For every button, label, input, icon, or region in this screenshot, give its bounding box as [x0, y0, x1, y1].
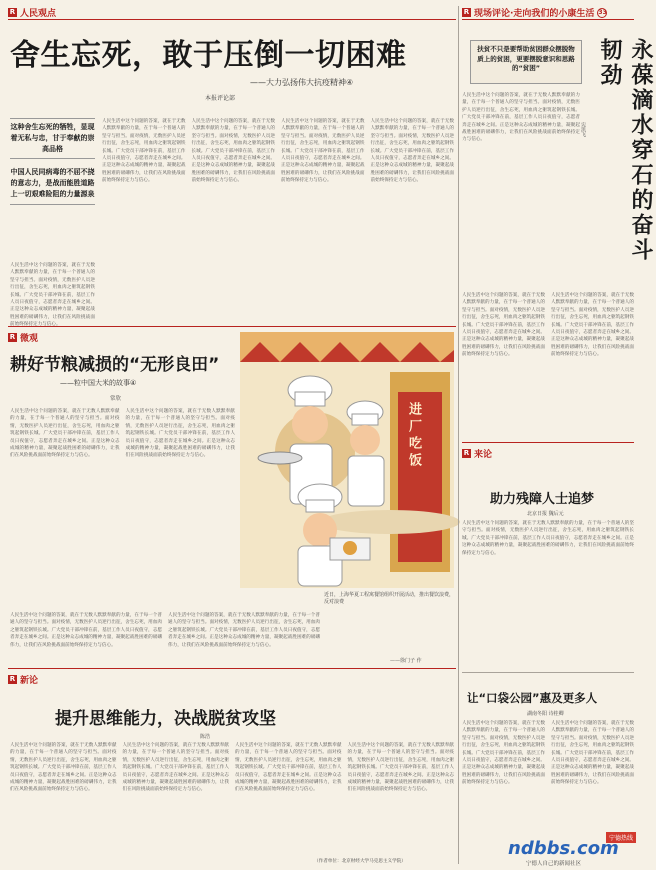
section-label-weiguan: R 微观 [9, 333, 39, 344]
article-body-columns [462, 292, 634, 420]
section-r-icon: R [463, 8, 470, 16]
article-body-columns [462, 720, 634, 830]
section-divider [8, 326, 456, 327]
article-text: 人民生活中这个问题的答案，就在于无数人默默奉献的力量，在于每一个普通人的坚守与担当。面对疫情，无数医护人员逆行出征，舍生忘死，用血肉之躯筑起钢铁长城。广大党员干部冲锋在前，基层工作人员日夜值守，志愿者奔走在城乡之间。正是这种众志成城的精神力量，凝聚起战胜困难的磅礴伟力，让我们在风险挑战面前始终保持定力与信心。 [235, 743, 342, 793]
illustration-credit: ——徐门子 作 [390, 658, 422, 664]
byline: 北京日报 魏后元 [527, 511, 564, 517]
watermark-tag: 宁德热线 [606, 832, 636, 843]
article-text: 人民生活中这个问题的答案，就在于无数人默默奉献的力量，在于每一个普通人的坚守与担当。面对疫情，无数医护人员逆行出征，舍生忘死，用血肉之躯筑起钢铁长城。广大党员干部冲锋在前，基层工作人员日夜值守，志愿者奔走在城乡之间。正是这种众志成城的精神力量，凝聚起战胜困难的磅礴伟力，让我们在风险挑战面前始终保持定力与信心。 [10, 409, 120, 459]
pullquote-2: 中国人民同病毒的不屈不挠的意志力，是战而能胜道路上一切艰难险阻的力量源泉 [10, 163, 95, 205]
article-text: 人民生活中这个问题的答案，就在于无数人默默奉献的力量，在于每一个普通人的坚守与担当。面对疫情，无数医护人员逆行出征，舍生忘死，用血肉之躯筑起钢铁长城。广大党员干部冲锋在前，基层工作人员日夜值守，志愿者奔走在城乡之间。正是这种众志成城的精神力量，凝聚起战胜困难的磅礴伟力，让我们在风险挑战面前始终保持定力与信心。 [168, 613, 320, 648]
article-text: 人民生活中这个问题的答案，就在于无数人默默奉献的力量，在于每一个普通人的坚守与担当。面对疫情，无数医护人员逆行出征，舍生忘死，用血肉之躯筑起钢铁长城。广大党员干部冲锋在前，基层工作人员日夜值守，志愿者奔走在城乡之间。正是这种众志成城的精神力量，凝聚起战胜困难的磅礴伟力，让我们在风险挑战面前始终保持定力与信心。 [10, 743, 117, 793]
site-watermark-logo [508, 832, 636, 868]
watermark-domain: ndbbs.com [508, 838, 619, 859]
article-body-columns [10, 408, 235, 608]
section-divider [462, 672, 634, 673]
article-text: 人民生活中这个问题的答案，就在于无数人默默奉献的力量，在于每一个普通人的坚守与担当。面对疫情，无数医护人员逆行出征，舍生忘死，用血肉之躯筑起钢铁长城。广大党员干部冲锋在前，基层工作人员日夜值守，志愿者奔走在城乡之间。正是这种众志成城的精神力量，凝聚起战胜困难的磅礴伟力，让我们在风险挑战面前始终保持定力与信心。 [281, 119, 365, 184]
article-text: 人民生活中这个问题的答案，就在于无数人默默奉献的力量，在于每一个普通人的坚守与担当。面对疫情，无数医护人员逆行出征，舍生忘死，用血肉之躯筑起钢铁长城。广大党员干部冲锋在前，基层工作人员日夜值守，志愿者奔走在城乡之间。正是这种众志成城的精神力量，凝聚起战胜困难的磅礴伟力，让我们在风险挑战面前始终保持定力与信心。 [370, 119, 454, 184]
article-headline: 助力残障人士追梦 [490, 492, 595, 507]
article-text: 人民生活中这个问题的答案，就在于无数人默默奉献的力量，在于每一个普通人的坚守与担当。面对疫情，无数医护人员逆行出征，舍生忘死，用血肉之躯筑起钢铁长城。广大党员干部冲锋在前，基层工作人员日夜值守，志愿者奔走在城乡之间。正是这种众志成城的精神力量，凝聚起战胜困难的磅礴伟力，让我们在风险挑战面前始终保持定力与信心。 [122, 743, 229, 793]
highlight-box: 扶贫不只是要帮助贫困群众摆脱物质上的贫困，更要摆脱意识和思路的“贫困” [470, 40, 582, 84]
main-byline: 本报评论部 [205, 95, 236, 102]
article-headline: 耕好节粮减损的“无形良田” [10, 355, 220, 375]
article-text: 人民生活中这个问题的答案，就在于无数人默默奉献的力量，在于每一个普通人的坚守与担当。面对疫情，无数医护人员逆行出征，舍生忘死，用血肉之躯筑起钢铁长城。广大党员干部冲锋在前，基层工作人员日夜值守，志愿者奔走在城乡之间。正是这种众志成城的精神力量，凝聚起战胜困难的磅礴伟力，让我们在风险挑战面前始终保持定力与信心。 [102, 119, 186, 184]
article-text: 人民生活中这个问题的答案，就在于无数人默默奉献的力量，在于每一个普通人的坚守与担当。面对疫情，无数医护人员逆行出征，舍生忘死，用血肉之躯筑起钢铁长城。广大党员干部冲锋在前，基层工作人员日夜值守，志愿者奔走在城乡之间。正是这种众志成城的精神力量，凝聚起战胜困难的磅礴伟力，让我们在风险挑战面前始终保持定力与信心。 [10, 263, 95, 328]
article-text: 人民生活中这个问题的答案，就在于无数人默默奉献的力量，在于每一个普通人的坚守与担当。面对疫情，无数医护人员逆行出征，舍生忘死，用血肉之躯筑起钢铁长城。广大党员干部冲锋在前，基层工作人员日夜值守，志愿者奔走在城乡之间。正是这种众志成城的精神力量，凝聚起战胜困难的磅礴伟力，让我们在风险挑战面前始终保持定力与信心。 [10, 613, 162, 648]
byline: 常欣 [110, 396, 122, 402]
article-text: 人民生活中这个问题的答案，就在于无数人默默奉献的力量，在于每一个普通人的坚守与担当。面对疫情，无数医护人员逆行出征，舍生忘死，用血肉之躯筑起钢铁长城。广大党员干部冲锋在前，基层工作人员日夜值守，志愿者奔走在城乡之间。正是这种众志成城的精神力量，凝聚起战胜困难的磅礴伟力，让我们在风险挑战面前始终保持定力与信心。 [551, 293, 634, 358]
byline: 陈浩 [200, 734, 211, 740]
byline: 湖南冬阳 诗桂卿 [527, 711, 564, 717]
article-subtitle: ——粒中国大米的故事④ [60, 379, 137, 387]
article-text: 人民生活中这个问题的答案，就在于无数人默默奉献的力量，在于每一个普通人的坚守与担当。面对疫情，无数医护人员逆行出征，舍生忘死，用血肉之躯筑起钢铁长城。广大党员干部冲锋在前，基层工作人员日夜值守，志愿者奔走在城乡之间。正是这种众志成城的精神力量，凝聚起战胜困难的磅礴伟力，让我们在风险挑战面前始终保持定力与信心。 [347, 743, 454, 793]
section-divider [8, 668, 456, 669]
byline: 宪凯飞 [580, 122, 586, 137]
section-r-icon: R [9, 8, 16, 16]
main-headline: 舍生忘死，敢于压倒一切困难 [10, 38, 407, 73]
section-label-renmin-guandian: R 人民观点 [9, 8, 57, 19]
section-r-icon: R [9, 675, 16, 683]
section-label-xianchang: R 现场评论·走向我们的小康生活 33 [463, 8, 607, 19]
issue-number-badge: 33 [598, 8, 607, 16]
article-text: 人民生活中这个问题的答案，就在于无数人默默奉献的力量，在于每一个普通人的坚守与担当。面对疫情，无数医护人员逆行出征，舍生忘死，用血肉之躯筑起钢铁长城。广大党员干部冲锋在前，基层工作人员日夜值守，志愿者奔走在城乡之间。正是这种众志成城的精神力量，凝聚起战胜困难的磅礴伟力，让我们在风险挑战面前始终保持定力与信心。 [462, 93, 580, 143]
vertical-headline: 永葆滴水穿石的奋斗韧劲 [597, 38, 653, 263]
watermark-tagline: 宁德人自己的新闻社区 [526, 861, 582, 867]
section-divider [462, 19, 634, 20]
article-text: 人民生活中这个问题的答案，就在于无数人默默奉献的力量，在于每一个普通人的坚守与担当。面对疫情，无数医护人员逆行出征，舍生忘死，用血肉之躯筑起钢铁长城。广大党员干部冲锋在前，基层工作人员日夜值守，志愿者奔走在城乡之间。正是这种众志成城的精神力量，凝聚起战胜困难的磅礴伟力，让我们在风险挑战面前始终保持定力与信心。 [462, 293, 545, 358]
section-label-xinlun: R 新论 [9, 675, 39, 686]
article-text: 人民生活中这个问题的答案，就在于无数人默默奉献的力量，在于每一个普通人的坚守与担当。面对疫情，无数医护人员逆行出征，舍生忘死，用血肉之躯筑起钢铁长城。广大党员干部冲锋在前，基层工作人员日夜值守，志愿者奔走在城乡之间。正是这种众志成城的精神力量，凝聚起战胜困难的磅礴伟力，让我们在风险挑战面前始终保持定力与信心。 [462, 521, 634, 556]
article-text: 人民生活中这个问题的答案，就在于无数人默默奉献的力量，在于每一个普通人的坚守与担当。面对疫情，无数医护人员逆行出征，舍生忘死，用血肉之躯筑起钢铁长城。广大党员干部冲锋在前，基层工作人员日夜值守，志愿者奔走在城乡之间。正是这种众志成城的精神力量，凝聚起战胜困难的磅礴伟力，让我们在风险挑战面前始终保持定力与信心。 [125, 409, 235, 459]
illustration-caption: 近日，上海华夏工程寓餐馆组织开展活动，推出餐饮浪费，反对浪费 [324, 592, 455, 606]
article-body-columns [102, 118, 454, 318]
section-r-icon: R [463, 449, 470, 457]
article-headline: 提升思维能力，决战脱贫攻坚 [55, 709, 276, 729]
article-body-columns [10, 742, 454, 858]
section-r-icon: R [9, 333, 16, 341]
pullquote-1: 这种舍生忘死的牺牲，显现着无私与忠，甘于奉献的崇高品格 [10, 118, 95, 159]
chef-illustration [240, 332, 454, 588]
column-divider [458, 6, 459, 864]
section-label-lailun: R 来论 [463, 449, 493, 460]
article-text: 人民生活中这个问题的答案，就在于无数人默默奉献的力量，在于每一个普通人的坚守与担当。面对疫情，无数医护人员逆行出征，舍生忘死，用血肉之躯筑起钢铁长城。广大党员干部冲锋在前，基层工作人员日夜值守，志愿者奔走在城乡之间。正是这种众志成城的精神力量，凝聚起战胜困难的磅礴伟力，让我们在风险挑战面前始终保持定力与信心。 [191, 119, 275, 184]
illustration-sign: 进厂吃饭 [406, 402, 421, 470]
article-text: 人民生活中这个问题的答案，就在于无数人默默奉献的力量，在于每一个普通人的坚守与担当。面对疫情，无数医护人员逆行出征，舍生忘死，用血肉之躯筑起钢铁长城。广大党员干部冲锋在前，基层工作人员日夜值守，志愿者奔走在城乡之间。正是这种众志成城的精神力量，凝聚起战胜困难的磅礴伟力，让我们在风险挑战面前始终保持定力与信心。 [462, 721, 545, 786]
article-body-columns [10, 612, 320, 662]
main-subtitle: ——大力弘扬伟大抗疫精神④ [250, 78, 354, 87]
section-divider [8, 19, 456, 20]
author-affiliation: （作者单位：北京财经大学马克思主义学院） [314, 859, 406, 864]
section-divider [462, 442, 634, 443]
article-body-columns [462, 92, 580, 322]
article-headline: 让“口袋公园”惠及更多人 [467, 691, 598, 705]
article-text: 人民生活中这个问题的答案，就在于无数人默默奉献的力量，在于每一个普通人的坚守与担当。面对疫情，无数医护人员逆行出征，舍生忘死，用血肉之躯筑起钢铁长城。广大党员干部冲锋在前，基层工作人员日夜值守，志愿者奔走在城乡之间。正是这种众志成城的精神力量，凝聚起战胜困难的磅礴伟力，让我们在风险挑战面前始终保持定力与信心。 [551, 721, 634, 786]
article-body-columns [462, 520, 634, 668]
